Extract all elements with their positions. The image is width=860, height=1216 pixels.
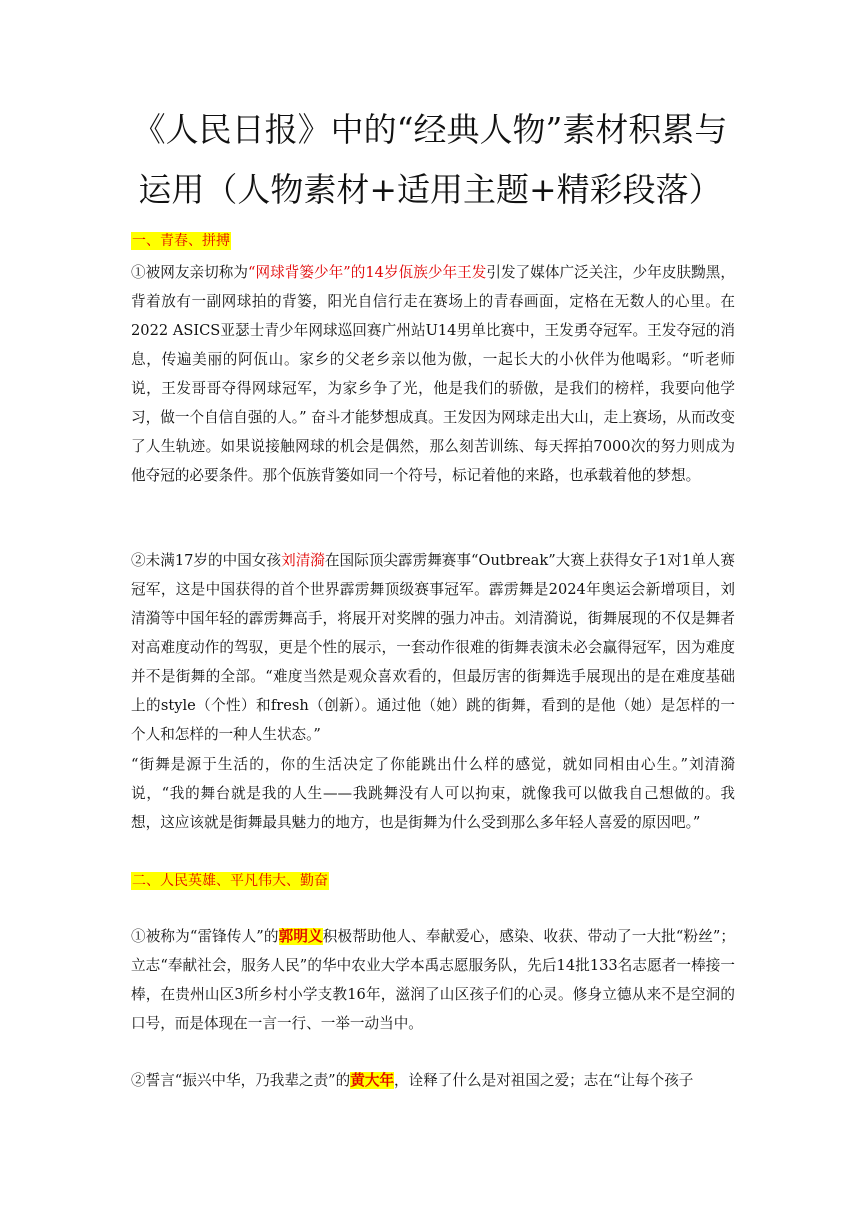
section-heading-1: 一、青春、拼搏 xyxy=(132,233,230,249)
para-prefix: ②未满17岁的中国女孩 xyxy=(131,552,282,569)
paragraph-huangdanian xyxy=(131,1066,735,1095)
title-line-2: 运用（人物素材+适用主题+精彩段落） xyxy=(138,170,722,209)
page-title xyxy=(120,100,740,220)
para-prefix: ②誓言“振兴中华，乃我辈之责”的 xyxy=(131,1072,351,1089)
paragraph-liuqingyi xyxy=(131,546,735,749)
paragraph-guomingyi xyxy=(131,922,735,1038)
title-line-1: 《人民日报》中的“经典人物”素材积累与 xyxy=(132,110,728,149)
para-prefix: ①被网友亲切称为 xyxy=(131,264,249,281)
para-body: 积极帮助他人、奉献爱心，感染、收获、带动了一大批“粉丝”；立志“奉献社会，服务人民”的华中农业大学本禹志愿服务队，先后14批133名志愿者一棒接一棒，在贵州山区3所乡村小学支教16年，滋润了山区孩子们的心灵。修身立德从来不是空洞的口号，而是体现在一言一行、一举一动当中。 xyxy=(131,928,735,1032)
person-highlight: 郭明义 xyxy=(278,928,323,945)
section-heading-2: 二、人民英雄、平凡伟大、勤奋 xyxy=(132,873,328,889)
person-highlight: 黄大年 xyxy=(350,1072,395,1089)
para-body: 引发了媒体广泛关注，少年皮肤黝黑，背着放有一副网球拍的背篓，阳光自信行走在赛场上的青春画面，定格在无数人的心里。在2022 ASICS亚瑟士青少年网球巡回赛广州站U14男单比赛中，王发勇夺冠军。王发夺冠的消息，传遍美丽的阿佤山。家乡的父老乡亲以他为傲，一起长大的小伙伴为他喝彩。“听老师说，王发哥哥夺得网球冠军，为家乡争了光，他是我们的骄傲，是我们的榜样，我要向他学习，做一个自信自强的人。” 奋斗才能梦想成真。王发因为网球走出大山，走上赛场，从而改变了人生轨迹。如果说接触网球的机会是偶然，那么刻苦训练、每天挥拍7000次的努力则成为他夺冠的必要条件。那个佤族背篓如同一个符号，标记着他的来路，也承载着他的梦想。 xyxy=(131,264,735,484)
paragraph-quote: “街舞是源于生活的，你的生活决定了你能跳出什么样的感觉，就如同相由心生。”刘清漪说，“我的舞台就是我的人生——我跳舞没有人可以拘束，就像我可以做我自己想做的。我想，这应该就是街舞最具魅力的地方，也是街舞为什么受到那么多年轻人喜爱的原因吧。” xyxy=(131,756,735,831)
person-highlight: “网球背篓少年”的14岁佤族少年王发 xyxy=(248,264,487,281)
para-prefix: ①被称为“雷锋传人”的 xyxy=(131,928,279,945)
para-body: 在国际顶尖霹雳舞赛事“Outbreak”大赛上获得女子1对1单人赛冠军，这是中国获得的首个世界霹雳舞顶级赛事冠军。霹雳舞是2024年奥运会新增项目，刘清漪等中国年轻的霹雳舞高手，将展开对奖牌的强力冲击。刘清漪说，街舞展现的不仅是舞者对高难度动作的驾驭，更是个性的展示，一套动作很难的街舞表演未必会赢得冠军，因为难度并不是街舞的全部。“难度当然是观众喜欢看的，但最厉害的街舞选手展现出的是在难度基础上的style（个性）和fresh（创新）。通过他（她）跳的街舞，看到的是他（她）是怎样的一个人和怎样的一种人生状态。” xyxy=(131,552,735,743)
para-body: ，诠释了什么是对祖国之爱；志在“让每个孩子 xyxy=(394,1072,694,1089)
paragraph-wangfa xyxy=(131,258,735,490)
person-highlight: 刘清漪 xyxy=(281,552,325,569)
